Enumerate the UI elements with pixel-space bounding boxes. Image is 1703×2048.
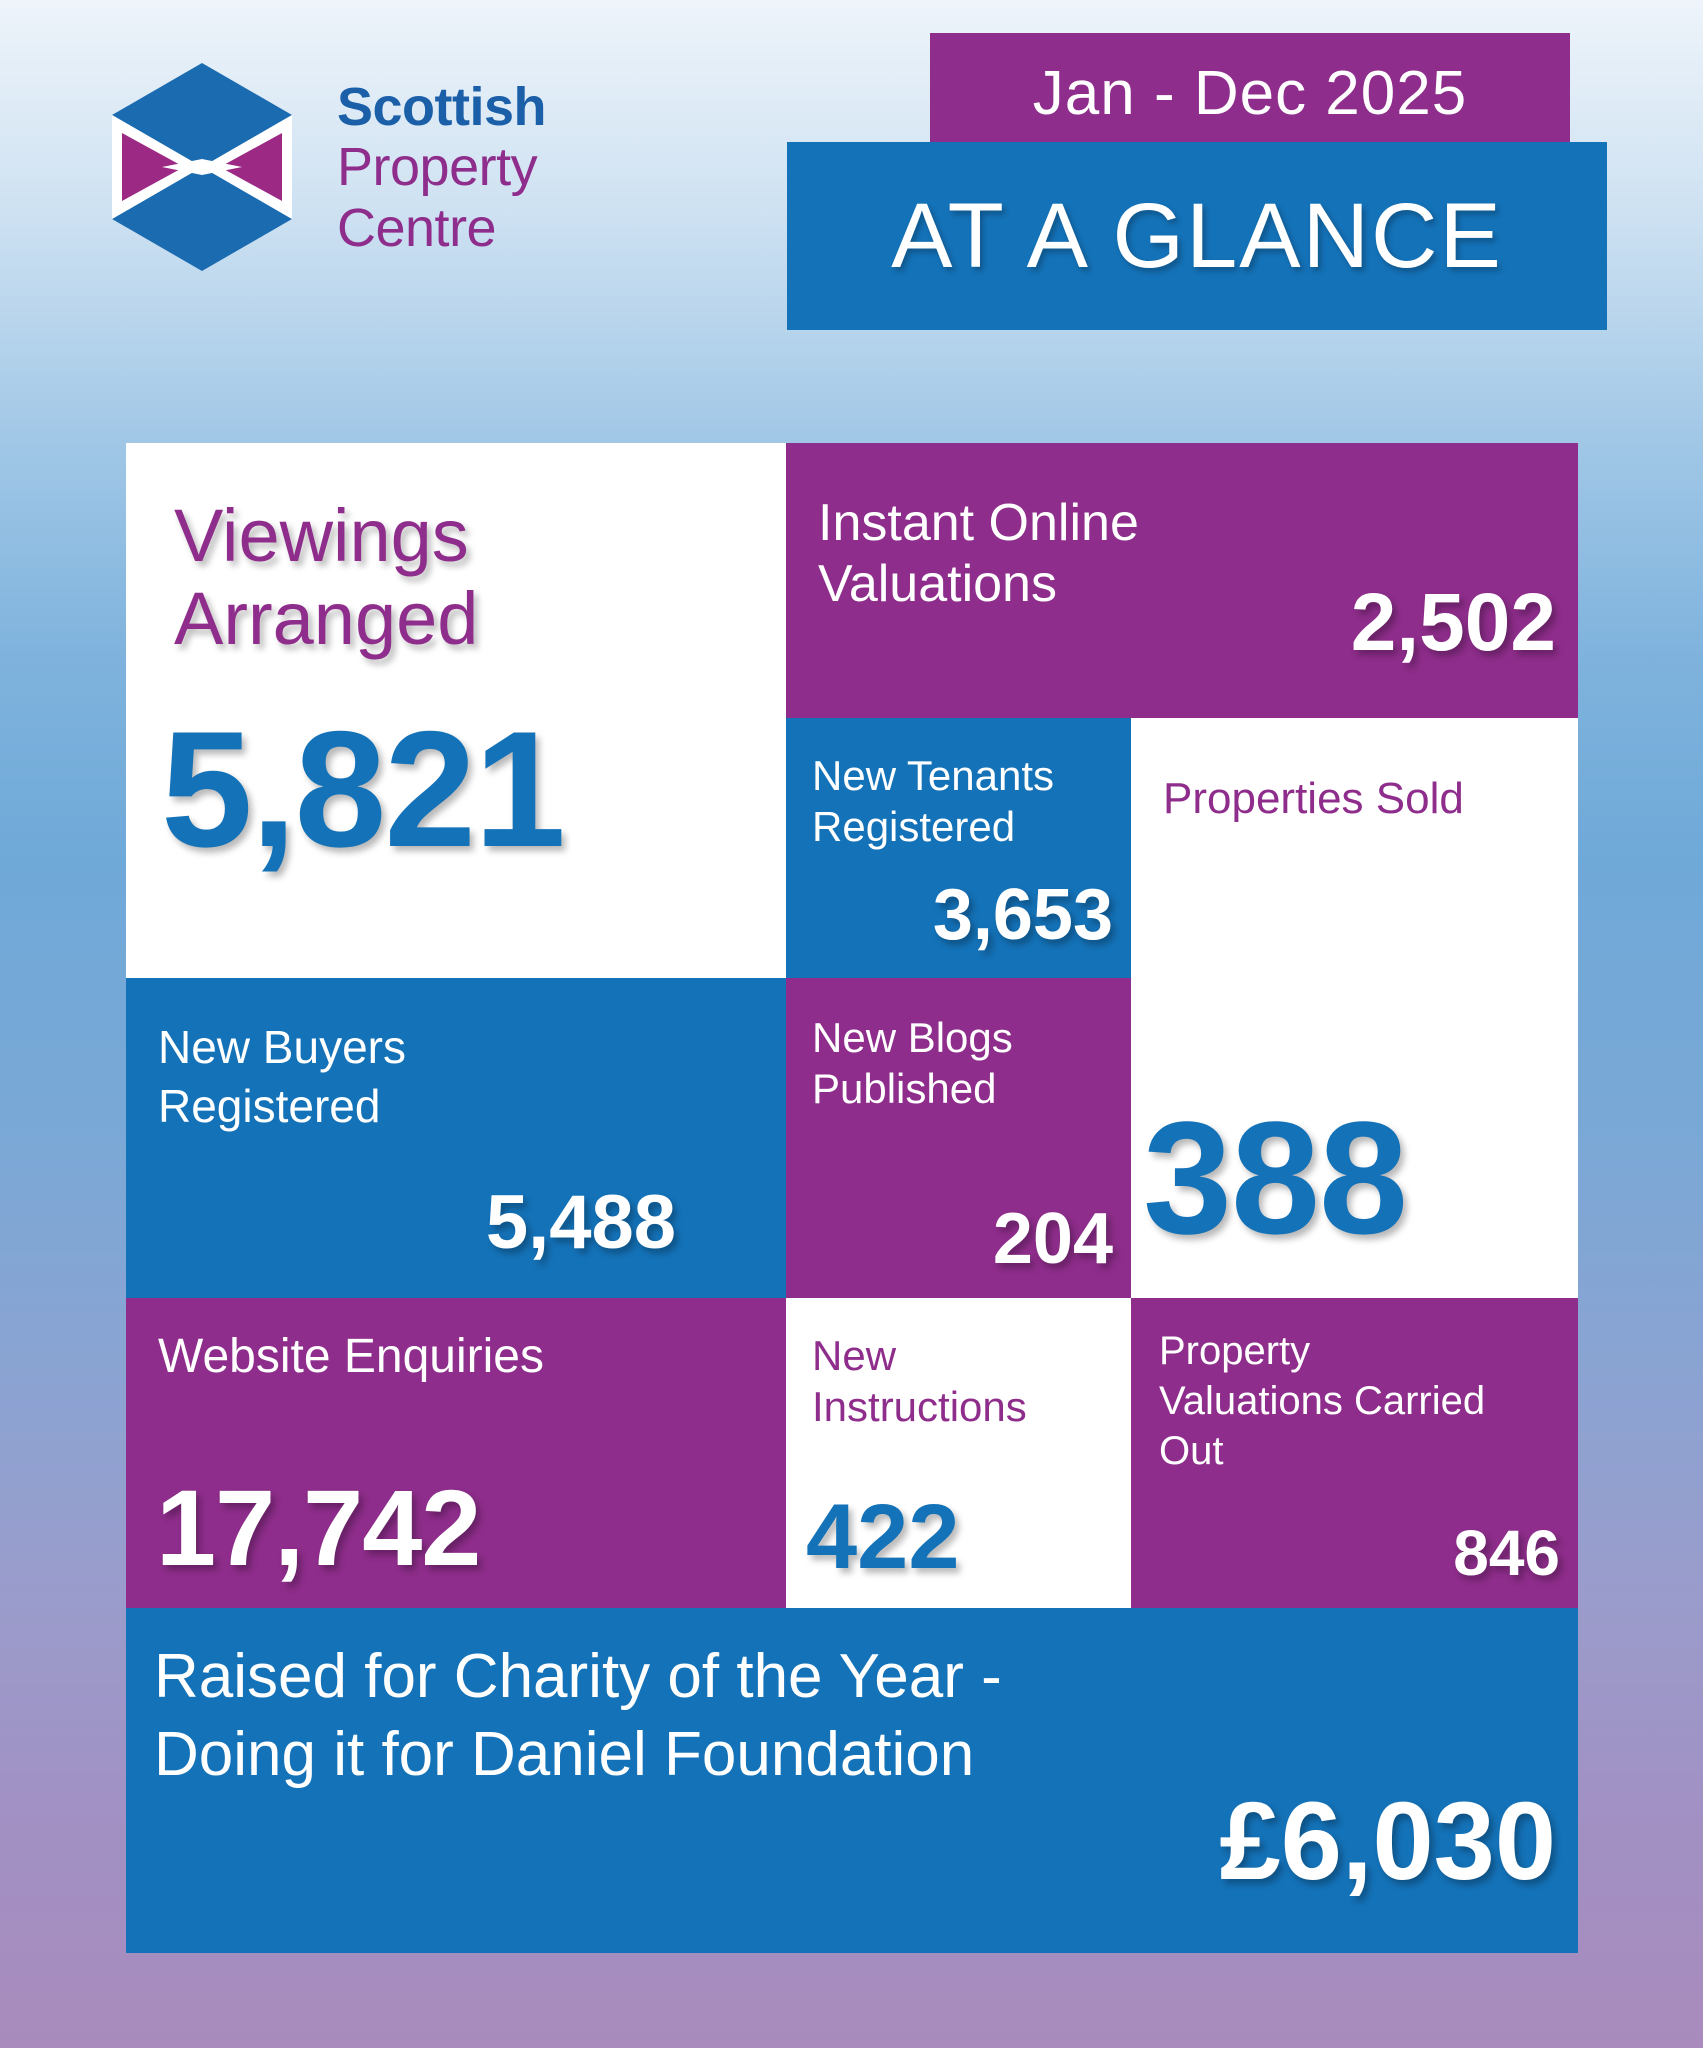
scottish-property-centre-logo-icon	[92, 55, 312, 275]
stat-value: £6,030	[1219, 1780, 1556, 1903]
stat-value: 3,653	[932, 875, 1113, 955]
page-title: AT A GLANCE	[891, 184, 1503, 287]
stat-label: Instant Online Valuations	[818, 494, 1139, 614]
stat-label: Website Enquiries	[158, 1330, 544, 1383]
stat-label: Properties Sold	[1163, 774, 1464, 823]
logo-line-scottish: Scottish	[337, 77, 547, 137]
stat-value: 846	[1453, 1517, 1560, 1589]
stat-tile-instant-online-valuations	[786, 443, 1578, 718]
stat-tile-new-blogs-published	[786, 978, 1131, 1298]
stat-label: New Instructions	[812, 1332, 1027, 1431]
logo-line-centre: Centre	[337, 197, 497, 258]
logo-line-property: Property	[337, 137, 538, 198]
stat-value: 5,821	[161, 697, 564, 881]
stat-value: 5,488	[485, 1180, 676, 1265]
stat-value: 17,742	[156, 1467, 481, 1588]
date-range-banner	[930, 33, 1570, 153]
stat-tile-viewings-arranged	[126, 443, 786, 978]
stat-value: 388	[1143, 1088, 1407, 1267]
stat-tile-new-tenants-registered	[786, 718, 1131, 978]
logo-wordmark	[337, 77, 546, 258]
stat-value: 422	[806, 1486, 960, 1588]
stat-label: New Tenants Registered	[812, 752, 1055, 851]
stat-tile-website-enquiries	[126, 1298, 786, 1608]
page-title-banner	[787, 142, 1607, 330]
page-header	[0, 0, 1703, 340]
logo	[92, 55, 652, 275]
stat-label: Property Valuations Carried Out	[1159, 1329, 1486, 1473]
stat-tile-charity-raised	[126, 1608, 1578, 1953]
stat-tile-new-buyers-registered	[126, 978, 786, 1298]
stat-label: Viewings Arranged	[174, 494, 479, 660]
stat-tile-new-instructions	[786, 1298, 1131, 1608]
stat-tile-property-valuations-carried-out	[1131, 1298, 1578, 1608]
stat-label: New Blogs Published	[812, 1014, 1013, 1113]
date-range-label: Jan - Dec 2025	[1032, 58, 1468, 128]
stat-tile-properties-sold	[1131, 718, 1578, 1298]
stat-value: 2,502	[1350, 577, 1556, 668]
stats-grid	[126, 443, 1578, 1953]
stat-label: New Buyers Registered	[158, 1021, 406, 1132]
stat-value: 204	[992, 1199, 1113, 1279]
stat-label: Raised for Charity of the Year - Doing it for Daniel Foundation	[154, 1642, 1002, 1789]
